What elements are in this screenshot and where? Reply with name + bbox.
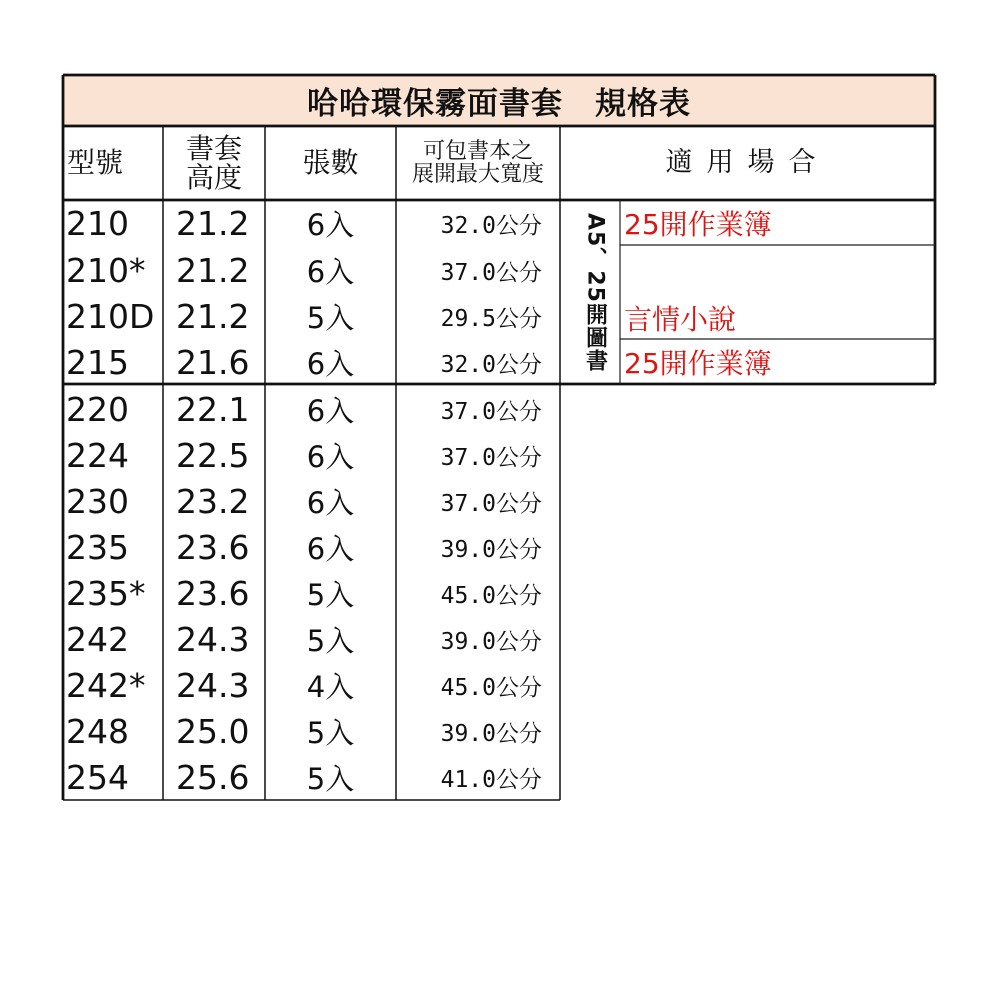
table-cell-height — [176, 478, 265, 524]
header-height-line2: 高度 — [185, 161, 242, 194]
table-cell-height-text: 25.0 — [176, 711, 250, 751]
table-cell-height — [176, 524, 265, 570]
table-cell-width-text: 32.0公分 — [440, 212, 542, 239]
table-cell-model-text: 210* — [66, 250, 146, 290]
table-cell-sheets — [265, 386, 396, 432]
table-cell-model — [66, 708, 161, 754]
table-cell-sheets-text: 5入 — [306, 761, 355, 796]
table-cell-height — [176, 616, 265, 662]
table-cell-width-text: 39.0公分 — [440, 536, 542, 563]
table-cell-sheets-text: 6入 — [306, 254, 355, 289]
table-cell-model — [66, 662, 161, 708]
header-sheets-label: 張數 — [302, 146, 359, 180]
table-cell-model — [66, 339, 161, 385]
table-cell-height-text: 21.6 — [176, 342, 250, 382]
table-cell-model-text: 210 — [66, 203, 129, 243]
table-cell-model-text: 235* — [66, 573, 146, 613]
table-cell-height-text: 25.6 — [176, 757, 250, 797]
table-cell-model — [66, 200, 161, 246]
table-cell-model-text: 224 — [66, 435, 129, 475]
table-cell-height-text: 23.2 — [176, 481, 250, 521]
use-entry-2-text: 言情小說 — [624, 302, 737, 336]
table-cell-width — [396, 293, 542, 339]
table-cell-sheets-text: 6入 — [306, 485, 355, 520]
table-cell-sheets — [265, 339, 396, 385]
table-cell-height-text: 22.1 — [176, 389, 250, 429]
header-width — [396, 126, 560, 200]
table-cell-sheets-text: 5入 — [306, 577, 355, 612]
table-cell-width-text: 41.0公分 — [440, 766, 542, 793]
table-cell-model-text: 242 — [66, 619, 129, 659]
table-cell-model-text: 235 — [66, 527, 129, 567]
table-cell-height-text: 21.2 — [176, 296, 250, 336]
table-cell-height-text: 23.6 — [176, 527, 250, 567]
table-cell-model-text: 254 — [66, 757, 129, 797]
header-height-line1: 書套 — [185, 131, 242, 165]
use-entry-1-text: 25開作業簿 — [624, 207, 772, 241]
table-cell-width — [396, 754, 542, 800]
table-cell-height — [176, 200, 265, 246]
table-cell-sheets — [265, 247, 396, 293]
table-cell-height-text: 23.6 — [176, 573, 250, 613]
table-cell-model — [66, 432, 161, 478]
table-cell-model — [66, 247, 161, 293]
table-cell-sheets-text: 5入 — [306, 715, 355, 750]
header-use — [560, 126, 935, 200]
table-cell-height — [176, 247, 265, 293]
table-cell-width-text: 29.5公分 — [440, 305, 542, 332]
table-cell-sheets — [265, 616, 396, 662]
table-cell-width — [396, 524, 542, 570]
table-cell-model — [66, 754, 161, 800]
table-cell-sheets-text: 6入 — [306, 439, 355, 474]
header-width-line2: 展開最大寬度 — [411, 162, 544, 187]
table-cell-height — [176, 432, 265, 478]
table-cell-width — [396, 478, 542, 524]
table-cell-sheets — [265, 293, 396, 339]
table-cell-sheets-text: 6入 — [306, 393, 355, 428]
table-cell-height — [176, 754, 265, 800]
table-cell-height-text: 22.5 — [176, 435, 250, 475]
table-cell-height-text: 21.2 — [176, 250, 250, 290]
table-cell-model-text: 215 — [66, 342, 129, 382]
table-cell-model — [66, 616, 161, 662]
header-sheets — [265, 126, 396, 200]
table-cell-height — [176, 708, 265, 754]
table-cell-width — [396, 432, 542, 478]
table-cell-width — [396, 570, 542, 616]
table-cell-width — [396, 662, 542, 708]
use-group-vertical-label — [576, 202, 614, 382]
table-cell-sheets — [265, 754, 396, 800]
table-cell-sheets — [265, 524, 396, 570]
table-cell-height-text: 21.2 — [176, 203, 250, 243]
table-cell-height — [176, 293, 265, 339]
table-cell-height — [176, 339, 265, 385]
table-cell-width — [396, 708, 542, 754]
use-group-label-text: A5、25開圖書 — [582, 212, 608, 372]
table-cell-width-text: 37.0公分 — [440, 444, 542, 471]
table-cell-model — [66, 524, 161, 570]
table-cell-sheets — [265, 708, 396, 754]
table-cell-model-text: 242* — [66, 665, 146, 705]
header-width-line1: 可包書本之 — [422, 138, 533, 164]
table-cell-width-text: 45.0公分 — [440, 582, 542, 609]
table-cell-model — [66, 478, 161, 524]
table-cell-width — [396, 616, 542, 662]
table-cell-width-text: 37.0公分 — [440, 398, 542, 425]
table-cell-width — [396, 247, 542, 293]
table-cell-sheets-text: 4入 — [306, 669, 355, 704]
table-cell-sheets-text: 6入 — [306, 346, 355, 381]
use-entry-3-text: 25開作業簿 — [624, 346, 772, 380]
header-model — [63, 126, 147, 200]
table-cell-width-text: 37.0公分 — [440, 259, 542, 286]
use-entry-3 — [624, 339, 772, 384]
table-cell-width — [396, 386, 542, 432]
table-cell-model — [66, 293, 161, 339]
header-use-label: 適用場合 — [665, 146, 830, 178]
table-cell-sheets — [265, 570, 396, 616]
table-cell-model-text: 248 — [66, 711, 129, 751]
table-cell-height — [176, 570, 265, 616]
table-cell-height-text: 24.3 — [176, 619, 250, 659]
header-height — [163, 126, 265, 200]
table-cell-sheets — [265, 478, 396, 524]
table-cell-model-text: 220 — [66, 389, 129, 429]
table-cell-model — [66, 570, 161, 616]
table-cell-width-text: 32.0公分 — [440, 351, 542, 378]
table-cell-sheets-text: 5入 — [306, 623, 355, 658]
use-entry-2 — [624, 296, 736, 339]
table-cell-model — [66, 386, 161, 432]
use-entry-1 — [624, 200, 772, 245]
table-cell-model-text: 230 — [66, 481, 129, 521]
table-cell-width — [396, 200, 542, 246]
table-cell-width-text: 37.0公分 — [440, 490, 542, 517]
table-cell-sheets-text: 6入 — [306, 207, 355, 242]
table-cell-width-text: 45.0公分 — [440, 674, 542, 701]
table-cell-sheets — [265, 432, 396, 478]
header-model-label: 型號 — [67, 146, 124, 180]
table-cell-height — [176, 662, 265, 708]
table-cell-height-text: 24.3 — [176, 665, 250, 705]
table-cell-sheets — [265, 200, 396, 246]
table-cell-width-text: 39.0公分 — [440, 720, 542, 747]
table-cell-height — [176, 386, 265, 432]
table-cell-model-text: 210D — [66, 296, 155, 336]
table-cell-sheets — [265, 662, 396, 708]
table-cell-width-text: 39.0公分 — [440, 628, 542, 655]
table-cell-sheets-text: 5入 — [306, 300, 355, 335]
table-cell-width — [396, 339, 542, 385]
page-title: 哈哈環保霧面書套 規格表 — [307, 86, 691, 122]
table-cell-sheets-text: 6入 — [306, 531, 355, 566]
